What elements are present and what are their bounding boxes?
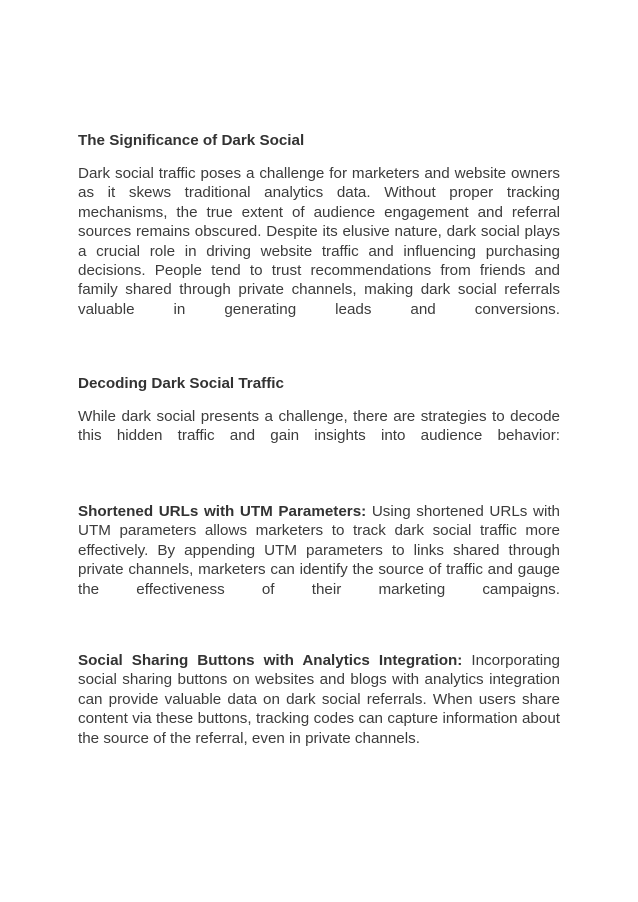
strategy-lead-sharing-buttons: Social Sharing Buttons with Analytics Integration: — [78, 652, 463, 669]
section-paragraph-significance: Dark social traffic poses a challenge for marketers and website owners as it skews traditional analytics data. Without proper tracking mechanisms, the true extent of audience engagement and referral sources remains obscured. Despite its elusive nature, dark social plays a crucial role in driving website traffic and influencing purchasing decisions. People tend to trust recommendations from friends and family shared through private channels, making dark social referrals valuable in generating leads and conversions. — [78, 165, 560, 318]
section-heading-significance: The Significance of Dark Social — [78, 132, 305, 149]
strategy-body-sharing-buttons: Incorporating social sharing buttons on websites and blogs with analytics integration can provide valuable data on dark social referrals. When users share content via these buttons, tracking codes can capture information about the source of the referral, even in private channels. — [78, 652, 560, 747]
section-heading-decoding: Decoding Dark Social Traffic — [78, 375, 284, 392]
strategy-lead-utm: Shortened URLs with UTM Parameters: — [78, 503, 367, 520]
section-paragraph-decoding: While dark social presents a challenge, there are strategies to decode this hidden traffic and gain insights into audience behavior: — [78, 408, 560, 445]
strategy-body-utm: Using shortened URLs with UTM parameters allows marketers to track dark social traffic more effectively. By appending UTM parameters to links shared through private channels, marketers can identify the source of traffic and gauge the effectiveness of their marketing campaigns. — [78, 503, 560, 598]
strategy-paragraph-utm — [78, 502, 560, 599]
strategy-paragraph-sharing-buttons — [78, 651, 560, 748]
